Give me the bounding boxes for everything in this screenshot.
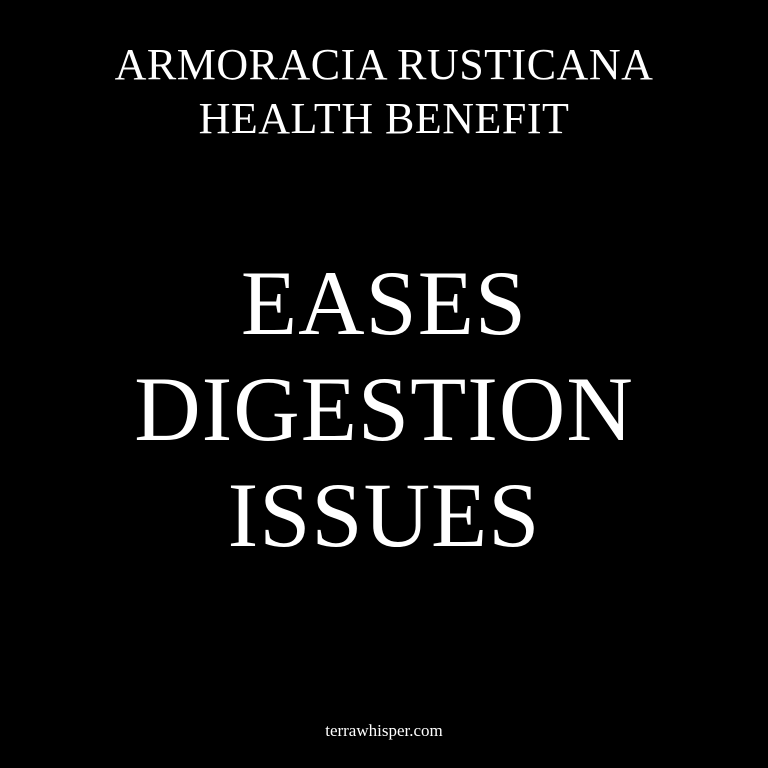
site-credit: terrawhisper.com: [325, 721, 443, 740]
benefit-line-1: EASES: [240, 252, 528, 354]
plant-name-title: ARMORACIA RUSTICANA: [114, 40, 654, 89]
benefit-line-2: DIGESTION: [134, 358, 634, 460]
benefit-line-3: ISSUES: [227, 464, 541, 566]
benefit-statement: [0, 250, 768, 568]
card-header: [0, 38, 768, 146]
category-subtitle: HEALTH BENEFIT: [198, 94, 570, 143]
